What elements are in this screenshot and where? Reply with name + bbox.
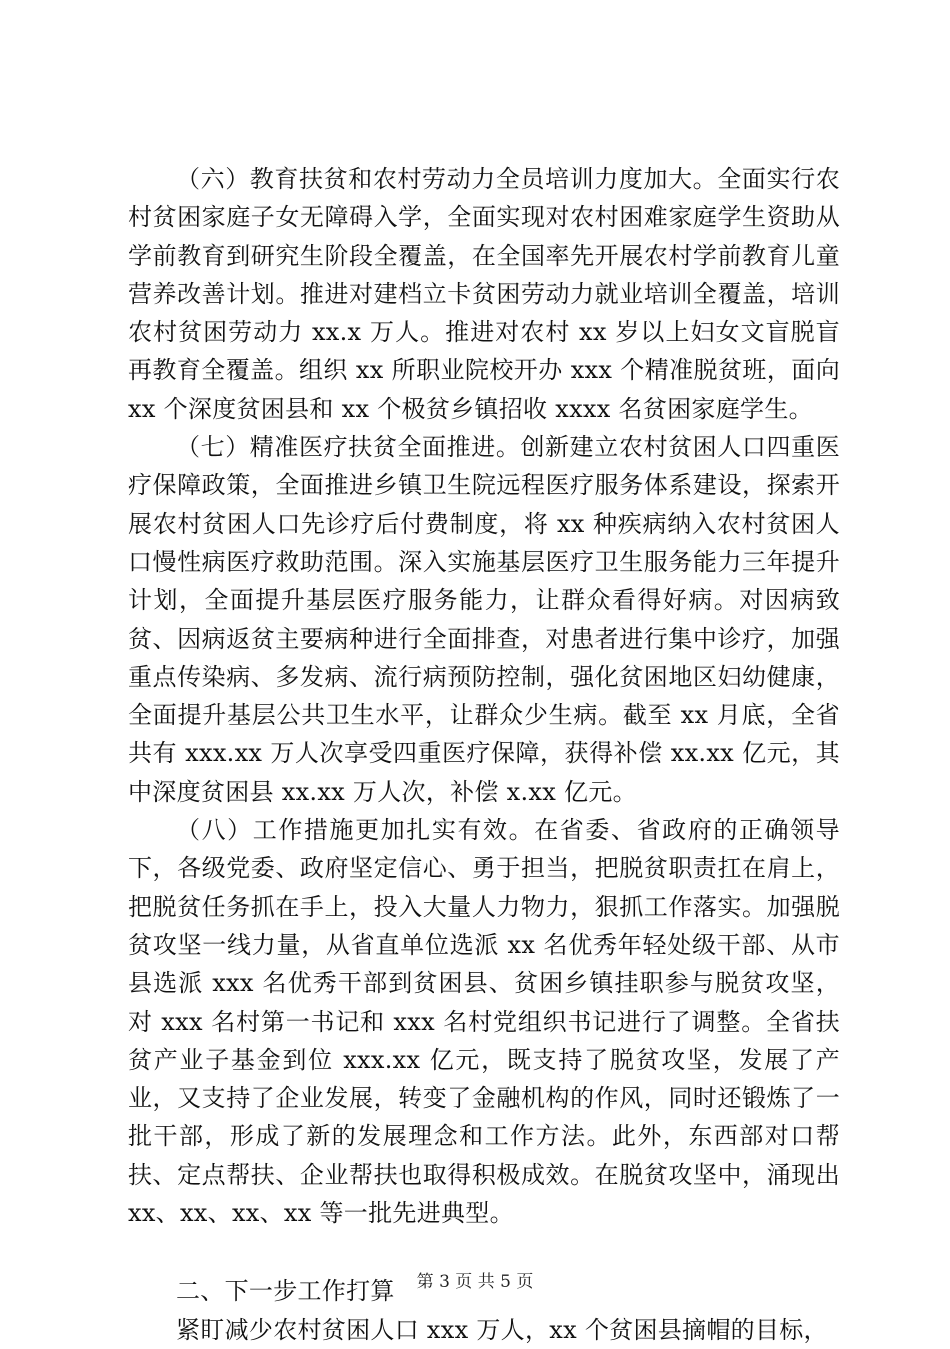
- page-number-footer: 第 3 页 共 5 页: [416, 1272, 534, 1292]
- paragraph-medical-poverty: （七）精准医疗扶贫全面推进。创新建立农村贫困人口四重医疗保障政策，全面推进乡镇卫生院远程医疗服务体系建设，探索开展农村贫困人口先诊疗后付费制度，将 xx 种疾病纳入农村贫困人口慢性病医疗救助范围。深入实施基层医疗卫生服务能力三年提升计划，全面提升基层医疗服务能力，让群众看得好病。对因病致贫、因病返贫主要病种进行全面排查，对患者进行集中诊疗，加强重点传染病、多发病、流行病预防控制，强化贫困地区妇幼健康，全面提升基层公共卫生水平，让群众少生病。截至 xx 月底，全省共有 xxx.xx 万人次享受四重医疗保障，获得补偿 xx.xx 亿元，其中深度贫困县 xx.xx 万人次，补偿 x.xx 亿元。: [128, 433, 840, 806]
- section-heading: 二、下一步工作打算: [176, 1277, 395, 1306]
- document-body: [128, 160, 840, 1349]
- paragraph-spacer: [128, 1232, 840, 1272]
- paragraph-education-poverty: （六）教育扶贫和农村劳动力全员培训力度加大。全面实行农村贫困家庭子女无障碍入学，全面实现对农村困难家庭学生资助从学前教育到研究生阶段全覆盖，在全国率先开展农村学前教育儿童营养改善计划。推进对建档立卡贫困劳动力就业培训全覆盖，培训农村贫困劳动力 xx.x 万人。推进对农村 xx 岁以上妇女文盲脱盲再教育全覆盖。组织 xx 所职业院校开办 xxx 个精准脱贫班，面向 xx 个深度贫困县和 xx 个极贫乡镇招收 xxxx 名贫困家庭学生。: [128, 165, 840, 423]
- paragraph-next-steps: 紧盯减少农村贫困人口 xxx 万人，xx 个贫困县摘帽的目标，: [176, 1315, 828, 1344]
- paragraph-work-measures: （八）工作措施更加扎实有效。在省委、省政府的正确领导下，各级党委、政府坚定信心、勇于担当，把脱贫职责扛在肩上，把脱贫任务抓在手上，投入大量人力物力，狠抓工作落实。加强脱贫攻坚一线力量，从省直单位选派 xx 名优秀年轻处级干部、从市县选派 xxx 名优秀干部到贫困县、贫困乡镇挂职参与脱贫攻坚，对 xxx 名村第一书记和 xxx 名村党组织书记进行了调整。全省扶贫产业子基金到位 xxx.xx 亿元，既支持了脱贫攻坚，发展了产业，又支持了企业发展，转变了金融机构的作风，同时还锻炼了一批干部，形成了新的发展理念和工作方法。此外，东西部对口帮扶、定点帮扶、企业帮扶也取得积极成效。在脱贫攻坚中，涌现出 xx、xx、xx、xx 等一批先进典型。: [128, 816, 840, 1228]
